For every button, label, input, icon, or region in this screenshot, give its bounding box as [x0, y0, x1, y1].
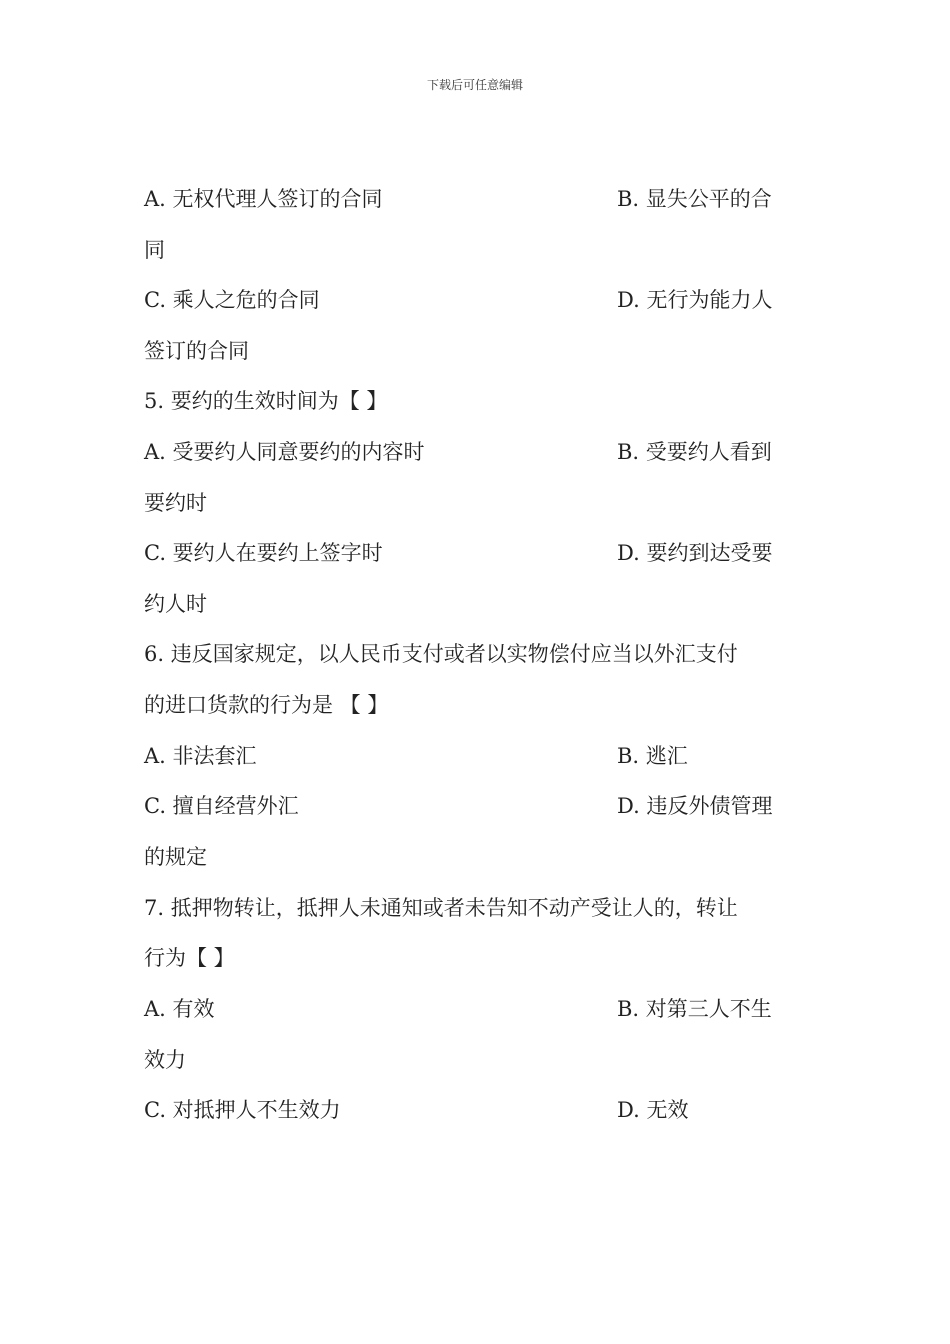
question-6-stem-line-2: 的进口货款的行为是 【 】 [144, 693, 389, 717]
option-c-text: C. 要约人在要约上签字时 [144, 541, 383, 565]
question-4-options-ab [144, 184, 824, 214]
question-7-options-cd [144, 1095, 824, 1125]
question-5-options-ab [144, 437, 824, 467]
option-b-text: B. 对第三人不生 [617, 997, 772, 1021]
option-a-text: A. 非法套汇 [144, 744, 257, 768]
option-d-continuation: 的规定 [144, 845, 207, 869]
option-d-text: D. 无行为能力人 [617, 288, 773, 312]
question-6-options-cd [144, 791, 824, 821]
option-c-text: C. 乘人之危的合同 [144, 288, 320, 312]
question-7-options-ab [144, 994, 824, 1024]
question-5-options-cd [144, 538, 824, 568]
option-d-text: D. 无效 [617, 1098, 689, 1122]
question-4-options-cd [144, 285, 824, 315]
option-c-text: C. 对抵押人不生效力 [144, 1098, 341, 1122]
option-a-text: A. 无权代理人签订的合同 [144, 187, 383, 211]
option-d-text: D. 要约到达受要 [617, 541, 773, 565]
option-b-text: B. 显失公平的合 [617, 187, 772, 211]
option-b-continuation: 同 [144, 238, 165, 262]
question-6-options-ab [144, 741, 824, 771]
option-a-text: A. 受要约人同意要约的内容时 [144, 440, 425, 464]
option-d-continuation: 约人时 [144, 592, 207, 616]
question-6-stem-line-1: 6. 违反国家规定，以人民币支付或者以实物偿付应当以外汇支付 [144, 642, 738, 666]
page-header: 下载后可任意编辑 [426, 78, 523, 92]
option-b-continuation: 要约时 [144, 491, 207, 515]
option-b-text: B. 逃汇 [617, 744, 688, 768]
question-5-stem: 5. 要约的生效时间为【 】 [144, 389, 388, 413]
question-7-stem-line-1: 7. 抵押物转让，抵押人未通知或者未告知不动产受让人的，转让 [144, 896, 738, 920]
question-7-stem-line-2: 行为【 】 [144, 946, 235, 970]
option-c-text: C. 擅自经营外汇 [144, 794, 299, 818]
option-d-text: D. 违反外债管理 [617, 794, 773, 818]
option-a-text: A. 有效 [144, 997, 215, 1021]
option-b-text: B. 受要约人看到 [617, 440, 772, 464]
option-b-continuation: 效力 [144, 1048, 186, 1072]
option-d-continuation: 签订的合同 [144, 339, 249, 363]
